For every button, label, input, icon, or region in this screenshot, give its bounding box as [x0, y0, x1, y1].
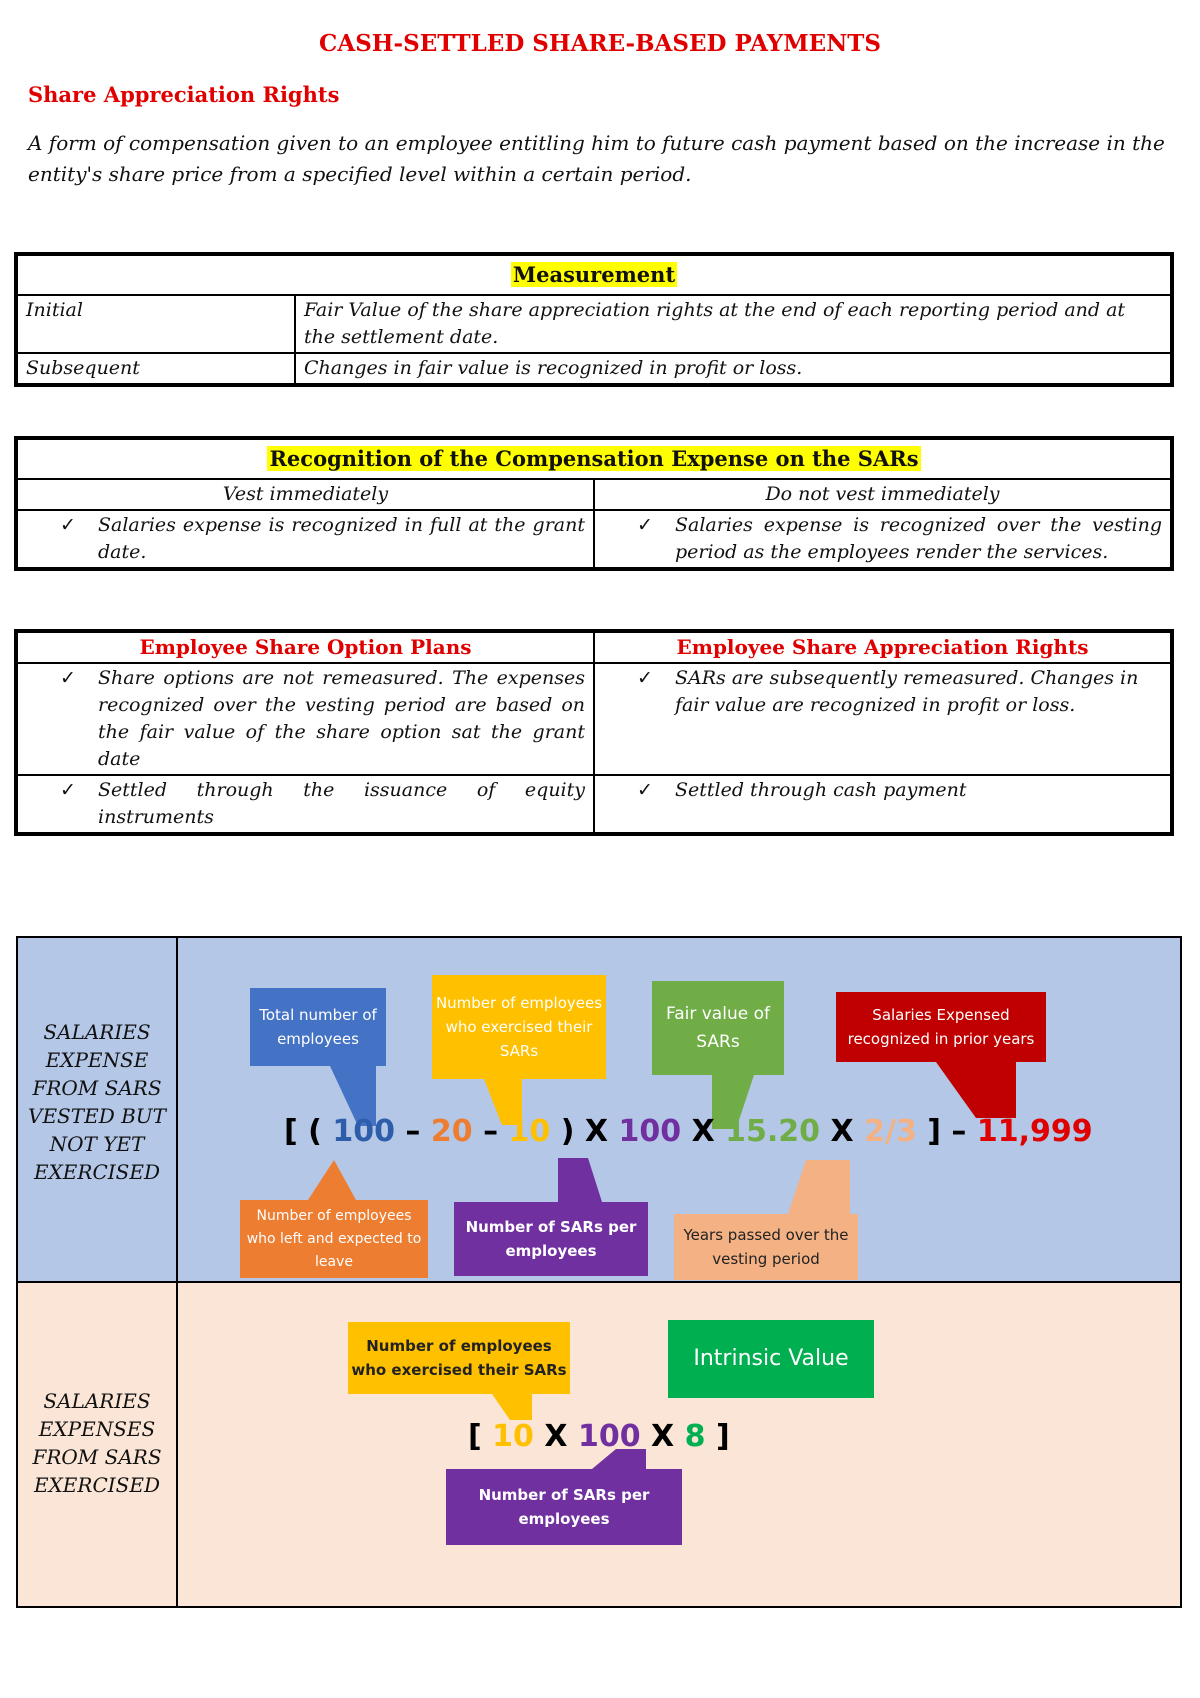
panel-divider: [176, 938, 178, 1606]
formula-fair-value: 15.20: [725, 1114, 821, 1149]
exercised-panel: [18, 1283, 1180, 1606]
callout-years-passed: Years passed over the vesting period: [674, 1214, 858, 1280]
checkmark-icon: ✓: [637, 779, 653, 801]
callout-prior-years: Salaries Expensed recognized in prior years: [836, 992, 1046, 1062]
formula-panels: [16, 936, 1182, 1608]
formula-bracket: [ (: [284, 1114, 322, 1149]
recognition-header: Recognition of the Compensation Expense on the SARs: [16, 438, 1172, 479]
formula-intrinsic: 8: [684, 1419, 706, 1454]
callout-exercised: Number of employees who exercised their SARs: [432, 975, 606, 1079]
vested-formula: [ ( 100 – 20 – 10 ) X 100 X 15.20 X 2/3 ] – 11,999: [284, 1114, 1093, 1149]
recognition-table: [14, 436, 1174, 571]
formula-years: 2/3: [864, 1114, 917, 1149]
checkmark-icon: ✓: [60, 779, 76, 801]
section-subtitle: Share Appreciation Rights: [28, 82, 340, 107]
formula-prior: 11,999: [976, 1114, 1093, 1149]
comparison-col-esop: Employee Share Option Plans: [16, 631, 594, 663]
table-row: ✓ Share options are not remeasured. The expenses recognized over the vesting period are based on the fair value of the share option sat the grant date ✓ SARs are subsequently remeasured. Changes in fair value are recognized in profit or loss.: [16, 663, 1172, 775]
vested-panel-label: SALARIES EXPENSE FROM SARS VESTED BUT NOT YET EXERCISED: [28, 1020, 166, 1184]
callout-tail: [558, 1158, 602, 1202]
definition-text: A form of compensation given to an employee entitling him to future cash payment based on the increase in the entity's share price from a specified level within a certain period.: [28, 131, 1165, 186]
formula-exercised: 10: [492, 1419, 534, 1454]
callout-tail: [788, 1160, 850, 1214]
measurement-text-subsequent: Changes in fair value is recognized in profit or loss.: [295, 353, 1172, 385]
comparison-col-sar: Employee Share Appreciation Rights: [594, 631, 1172, 663]
callout-tail: [308, 1160, 356, 1200]
formula-left: 20: [430, 1114, 473, 1149]
recognition-col-not-vest: Do not vest immediately: [594, 479, 1172, 510]
exercised-panel-label: SALARIES EXPENSES FROM SARS EXERCISED: [32, 1389, 162, 1497]
recognition-cell-vest: ✓ Salaries expense is recognized in full at the grant date.: [16, 510, 594, 569]
checkmark-icon: ✓: [60, 514, 76, 536]
recognition-col-vest: Vest immediately: [16, 479, 594, 510]
measurement-label-subsequent: Subsequent: [16, 353, 295, 385]
callout-total-employees: Total number of employees: [250, 988, 386, 1066]
callout-fair-value: Fair value of SARs: [652, 981, 784, 1075]
callout-sars-per-employee: Number of SARs per employees: [446, 1469, 682, 1545]
checkmark-icon: ✓: [637, 667, 653, 689]
comparison-table: [14, 629, 1174, 836]
callout-tail: [592, 1449, 646, 1469]
callout-sars-per-employee: Number of SARs per employees: [454, 1202, 648, 1276]
measurement-table: [14, 252, 1174, 387]
measurement-label-initial: Initial: [16, 295, 295, 353]
table-row: [16, 295, 1172, 353]
formula-sars: 100: [618, 1114, 682, 1149]
callout-intrinsic-value: Intrinsic Value: [668, 1320, 874, 1398]
checkmark-icon: ✓: [60, 667, 76, 689]
table-row: ✓ Settled through the issuance of equity instruments ✓ Settled through cash payment: [16, 775, 1172, 834]
callout-left: Number of employees who left and expected to leave: [240, 1200, 428, 1278]
exercised-formula: [ 10 X 100 X 8 ]: [468, 1419, 730, 1454]
page-title: CASH-SETTLED SHARE-BASED PAYMENTS: [319, 30, 881, 57]
table-row: [16, 353, 1172, 385]
measurement-text-initial: Fair Value of the share appreciation rights at the end of each reporting period and at the settlement date.: [295, 295, 1172, 353]
formula-total-employees: 100: [332, 1114, 395, 1149]
callout-tail: [936, 1062, 1016, 1118]
recognition-cell-not-vest: ✓ Salaries expense is recognized over the vesting period as the employees render the services.: [594, 510, 1172, 569]
checkmark-icon: ✓: [637, 514, 653, 536]
formula-exercised: 10: [508, 1114, 551, 1149]
vested-panel: [18, 938, 1180, 1283]
measurement-header: Measurement: [16, 254, 1172, 295]
callout-exercised-employees: Number of employees who exercised their SARs: [348, 1322, 570, 1394]
callout-tail: [492, 1394, 532, 1420]
formula-sars: 100: [577, 1419, 641, 1454]
